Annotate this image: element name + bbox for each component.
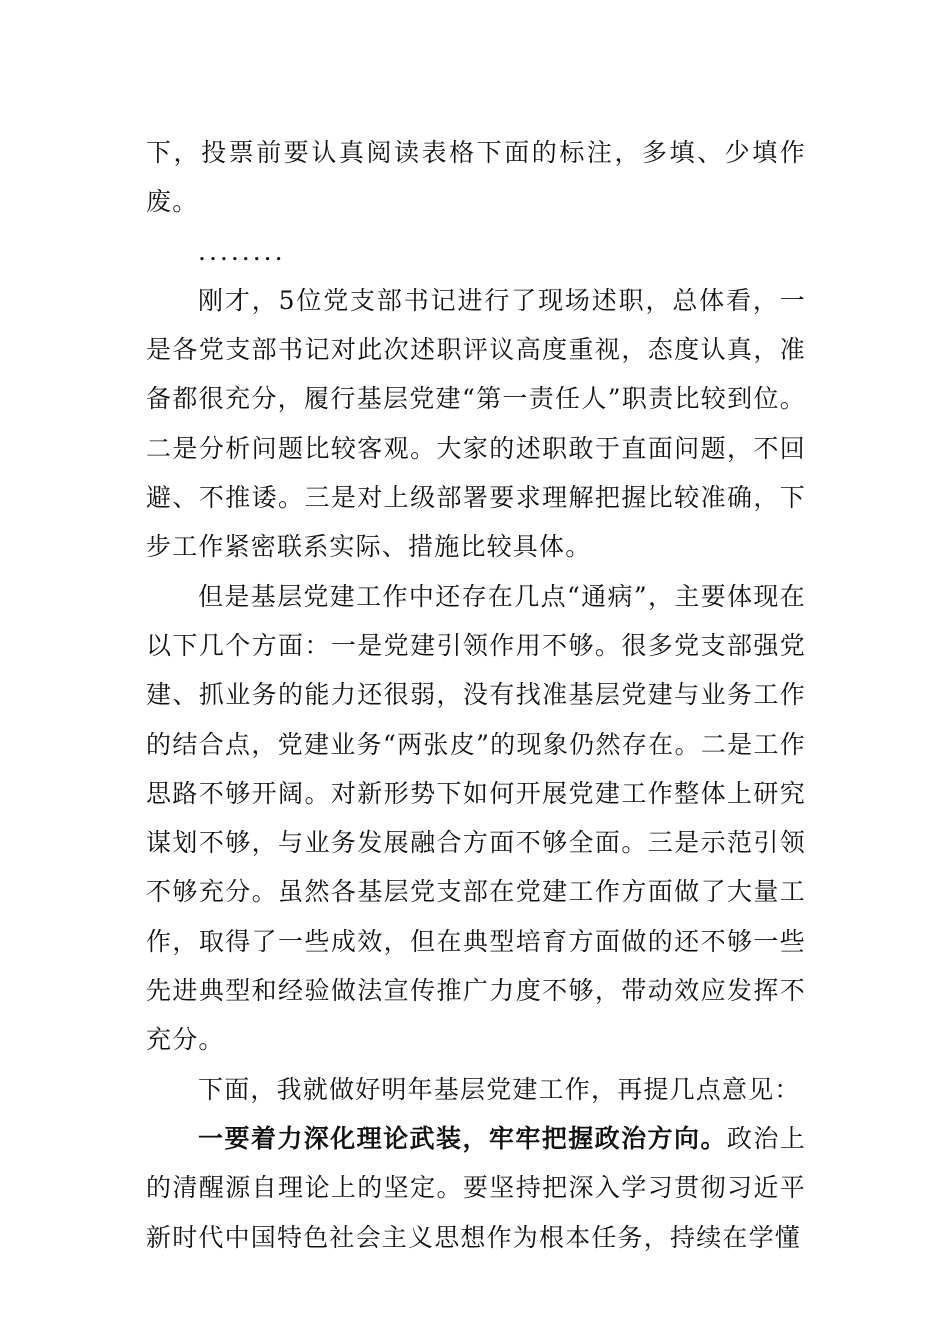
ellipsis-line: ........ xyxy=(198,236,286,266)
paragraph-intro-opinions: 下面，我就做好明年基层党建工作，再提几点意见： xyxy=(198,1074,801,1104)
paragraph-summary: 刚才，5位党支部书记进行了现场述职，总体看，一是各党支部书记对此次述职评议高度重视，态度认真，准备都很充分，履行基层党建“第一责任人”职责比较到位。二是分析问题比较客观。大家的述职敢于直面问题，不回避、不推诿。三是对上级部署要求理解把握比较准确，下步工作紧密联系实际、措施比较具体。 xyxy=(146,285,806,562)
paragraph-opinion-one xyxy=(146,1114,806,1262)
opinion-one-body: 政治上的清醒源自理论上的坚定。要坚持把深入学习贯彻习近平新时代中国特色社会主义思想作为根本任务，持续在学懂 xyxy=(146,1123,806,1252)
document-body xyxy=(146,128,806,1262)
paragraph-continued: 下，投票前要认真阅读表格下面的标注，多填、少填作废。 xyxy=(146,138,806,217)
paragraph-problems: 但是基层党建工作中还存在几点“通病”，主要体现在以下几个方面：一是党建引领作用不够。很多党支部强党建、抓业务的能力还很弱，没有找准基层党建与业务工作的结合点，党建业务“两张皮”的现象仍然存在。二是工作思路不够开阔。对新形势下如何开展党建工作整体上研究谋划不够，与业务发展融合方面不够全面。三是示范引领不够充分。虽然各基层党支部在党建工作方面做了大量工作，取得了一些成效，但在典型培育方面做的还不够一些先进典型和经验做法宣传推广力度不够，带动效应发挥不充分。 xyxy=(146,581,806,1055)
opinion-one-heading: 一要着力深化理论武装，牢牢把握政治方向。 xyxy=(198,1123,727,1153)
